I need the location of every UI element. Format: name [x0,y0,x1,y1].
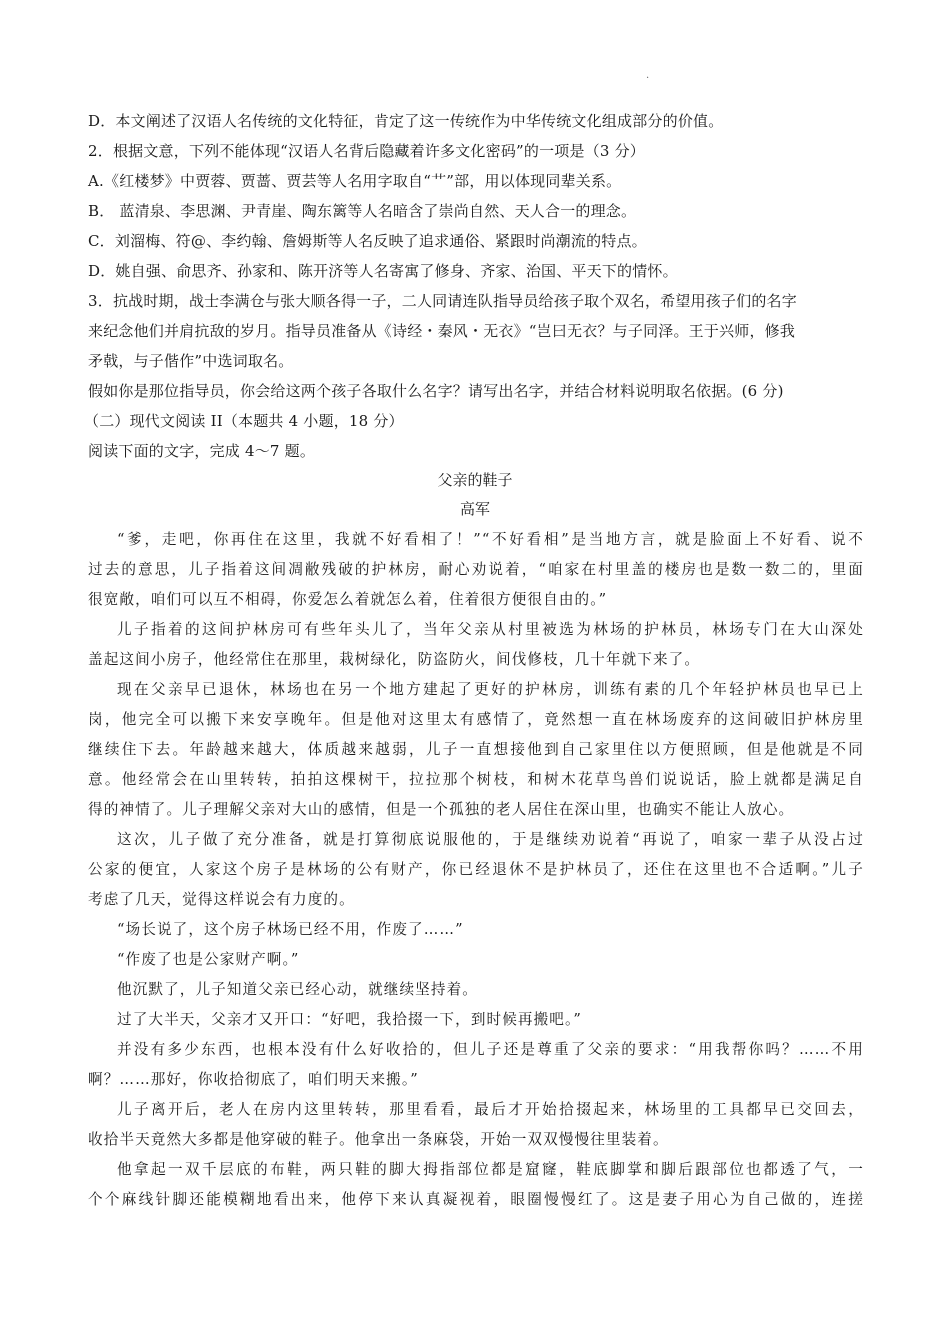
story-line: “作废了也是公家财产啊。” [117,951,300,968]
story-line: 得的神情了。儿子理解父亲对大山的感情，但是一个孤独的老人居住在深山里，也确实不能让人放心。 [88,801,795,818]
q2-option-d: D．姚自强、俞思齐、孙家和、陈开济等人名寄寓了修身、齐家、治国、平天下的情怀。 [88,262,678,280]
story-line: 儿子离开后，老人在房内这里转转，那里看看，最后才开始拾掇起来，林场里的工具都早已交回去， [117,1101,864,1118]
story-line: 岗，他完全可以搬下来安享晚年。但是他对这里太有感情了，竟然想一直在林场废弃的这间破旧护林房里 [88,711,864,728]
story-line: 他拿起一双千层底的布鞋，两只鞋的脚大拇指部位都是窟窿，鞋底脚掌和脚后跟部位也都透了气，一 [117,1161,864,1178]
story-line: 现在父亲早已退休，林场也在另一个地方建起了更好的护林房，训练有素的几个年轻护林员也早已上 [117,681,864,698]
story-line: “场长说了，这个房子林场已经不用，作废了……” [117,921,464,938]
story-line: 收拾半天竟然大多都是他穿破的鞋子。他拿出一条麻袋，开始一双双慢慢往里装着。 [88,1131,669,1148]
q3-line-4: 假如你是那位指导员，你会给这两个孩子各取什么名字？请写出名字，并结合材料说明取名依据。(6 分) [88,382,784,400]
section-heading: （二）现代文阅读 II（本题共 4 小题，18 分） [84,412,404,430]
story-line: 他沉默了，儿子知道父亲已经心动，就继续坚持着。 [117,981,478,998]
section-instruction: 阅读下面的文字，完成 4～7 题。 [88,442,316,460]
story-line: 意。他经常会在山里转转，拍拍这棵树干，拉拉那个树枝，和树木花草鸟兽们说说话，脸上就都是满足自 [88,771,864,788]
story-line: 并没有多少东西，也根本没有什么好收拾的，但儿子还是尊重了父亲的要求：“用我帮你吗？……不用 [117,1041,864,1058]
story-author: 高军 [459,500,490,518]
top-mark: . [646,70,650,81]
q1-option-d: D．本文阐述了汉语人名传统的文化特征，肯定了这一传统作为中华传统文化组成部分的价值。 [88,112,724,130]
q2-stem: 2．根据文意，下列不能体现“汉语人名背后隐藏着许多文化密码”的一项是（3 分） [88,142,645,160]
story-line: 很宽敞，咱们可以互不相碍，你爱怎么着就怎么着，住着很方便很自由的。” [88,591,608,608]
story-line: 公家的便宜，人家这个房子是林场的公有财产，你已经退休不是护林员了，还住在这里也不合适啊。”儿子 [88,861,864,878]
story-line: 过去的意思，儿子指着这间凋敝残破的护林房，耐心劝说着，“咱家在村里盖的楼房也是数一数二的，里面 [88,561,864,578]
q2-option-b: B． 蓝清泉、李思渊、尹青崖、陶东篱等人名暗含了崇尚自然、天人合一的理念。 [88,202,637,220]
q2-option-a: A.《红楼梦》中贾蓉、贾蔷、贾芸等人名用字取自“艹”部，用以体现同辈关系。 [88,172,622,190]
story-line: 考虑了几天，觉得这样说会有力度的。 [88,891,355,908]
story-line: 啊？……那好，你收拾彻底了，咱们明天来搬。” [88,1071,419,1088]
story-line: 儿子指着的这间护林房可有些年头儿了，当年父亲从村里被选为林场的护林员，林场专门在大山深处 [117,621,864,638]
story-line: 过了大半天，父亲才又开口：“好吧，我拾掇一下，到时候再搬吧。” [117,1011,582,1028]
story-line: 这次，儿子做了充分准备，就是打算彻底说服他的，于是继续劝说着“再说了，咱家一辈子从没占过 [117,831,864,848]
story-title: 父亲的鞋子 [437,471,513,489]
q3-line-3: 矛戟，与子偕作”中选词取名。 [88,352,294,370]
story-line: 继续住下去。年龄越来越大，体质越来越弱，儿子一直想接他到自己家里住以方便照顾，但是他就是不同 [88,741,864,758]
story-line: “爹，走吧，你再住在这里，我就不好看相了！”“不好看相”是当地方言，就是脸面上不好看、说不 [117,531,864,548]
story-line: 个个麻线针脚还能模糊地看出来，他停下来认真凝视着，眼圈慢慢红了。这是妻子用心为自己做的，连搓 [88,1191,864,1208]
story-line: 盖起这间小房子，他经常住在那里，栽树绿化，防盗防火，间伐修枝，几十年就下来了。 [88,651,701,668]
q3-line-2: 来纪念他们并肩抗敌的岁月。指导员准备从《诗经・秦风・无衣》“岂曰无衣？与子同泽。王于兴师，修我 [88,322,796,340]
q2-option-c: C．刘溜梅、符@、李约翰、詹姆斯等人名反映了追求通俗、紧跟时尚潮流的特点。 [88,232,647,250]
q3-line-1: 3．抗战时期，战士李满仓与张大顺各得一子，二人同请连队指导员给孩子取个双名，希望用孩子们的名字 [88,292,797,310]
